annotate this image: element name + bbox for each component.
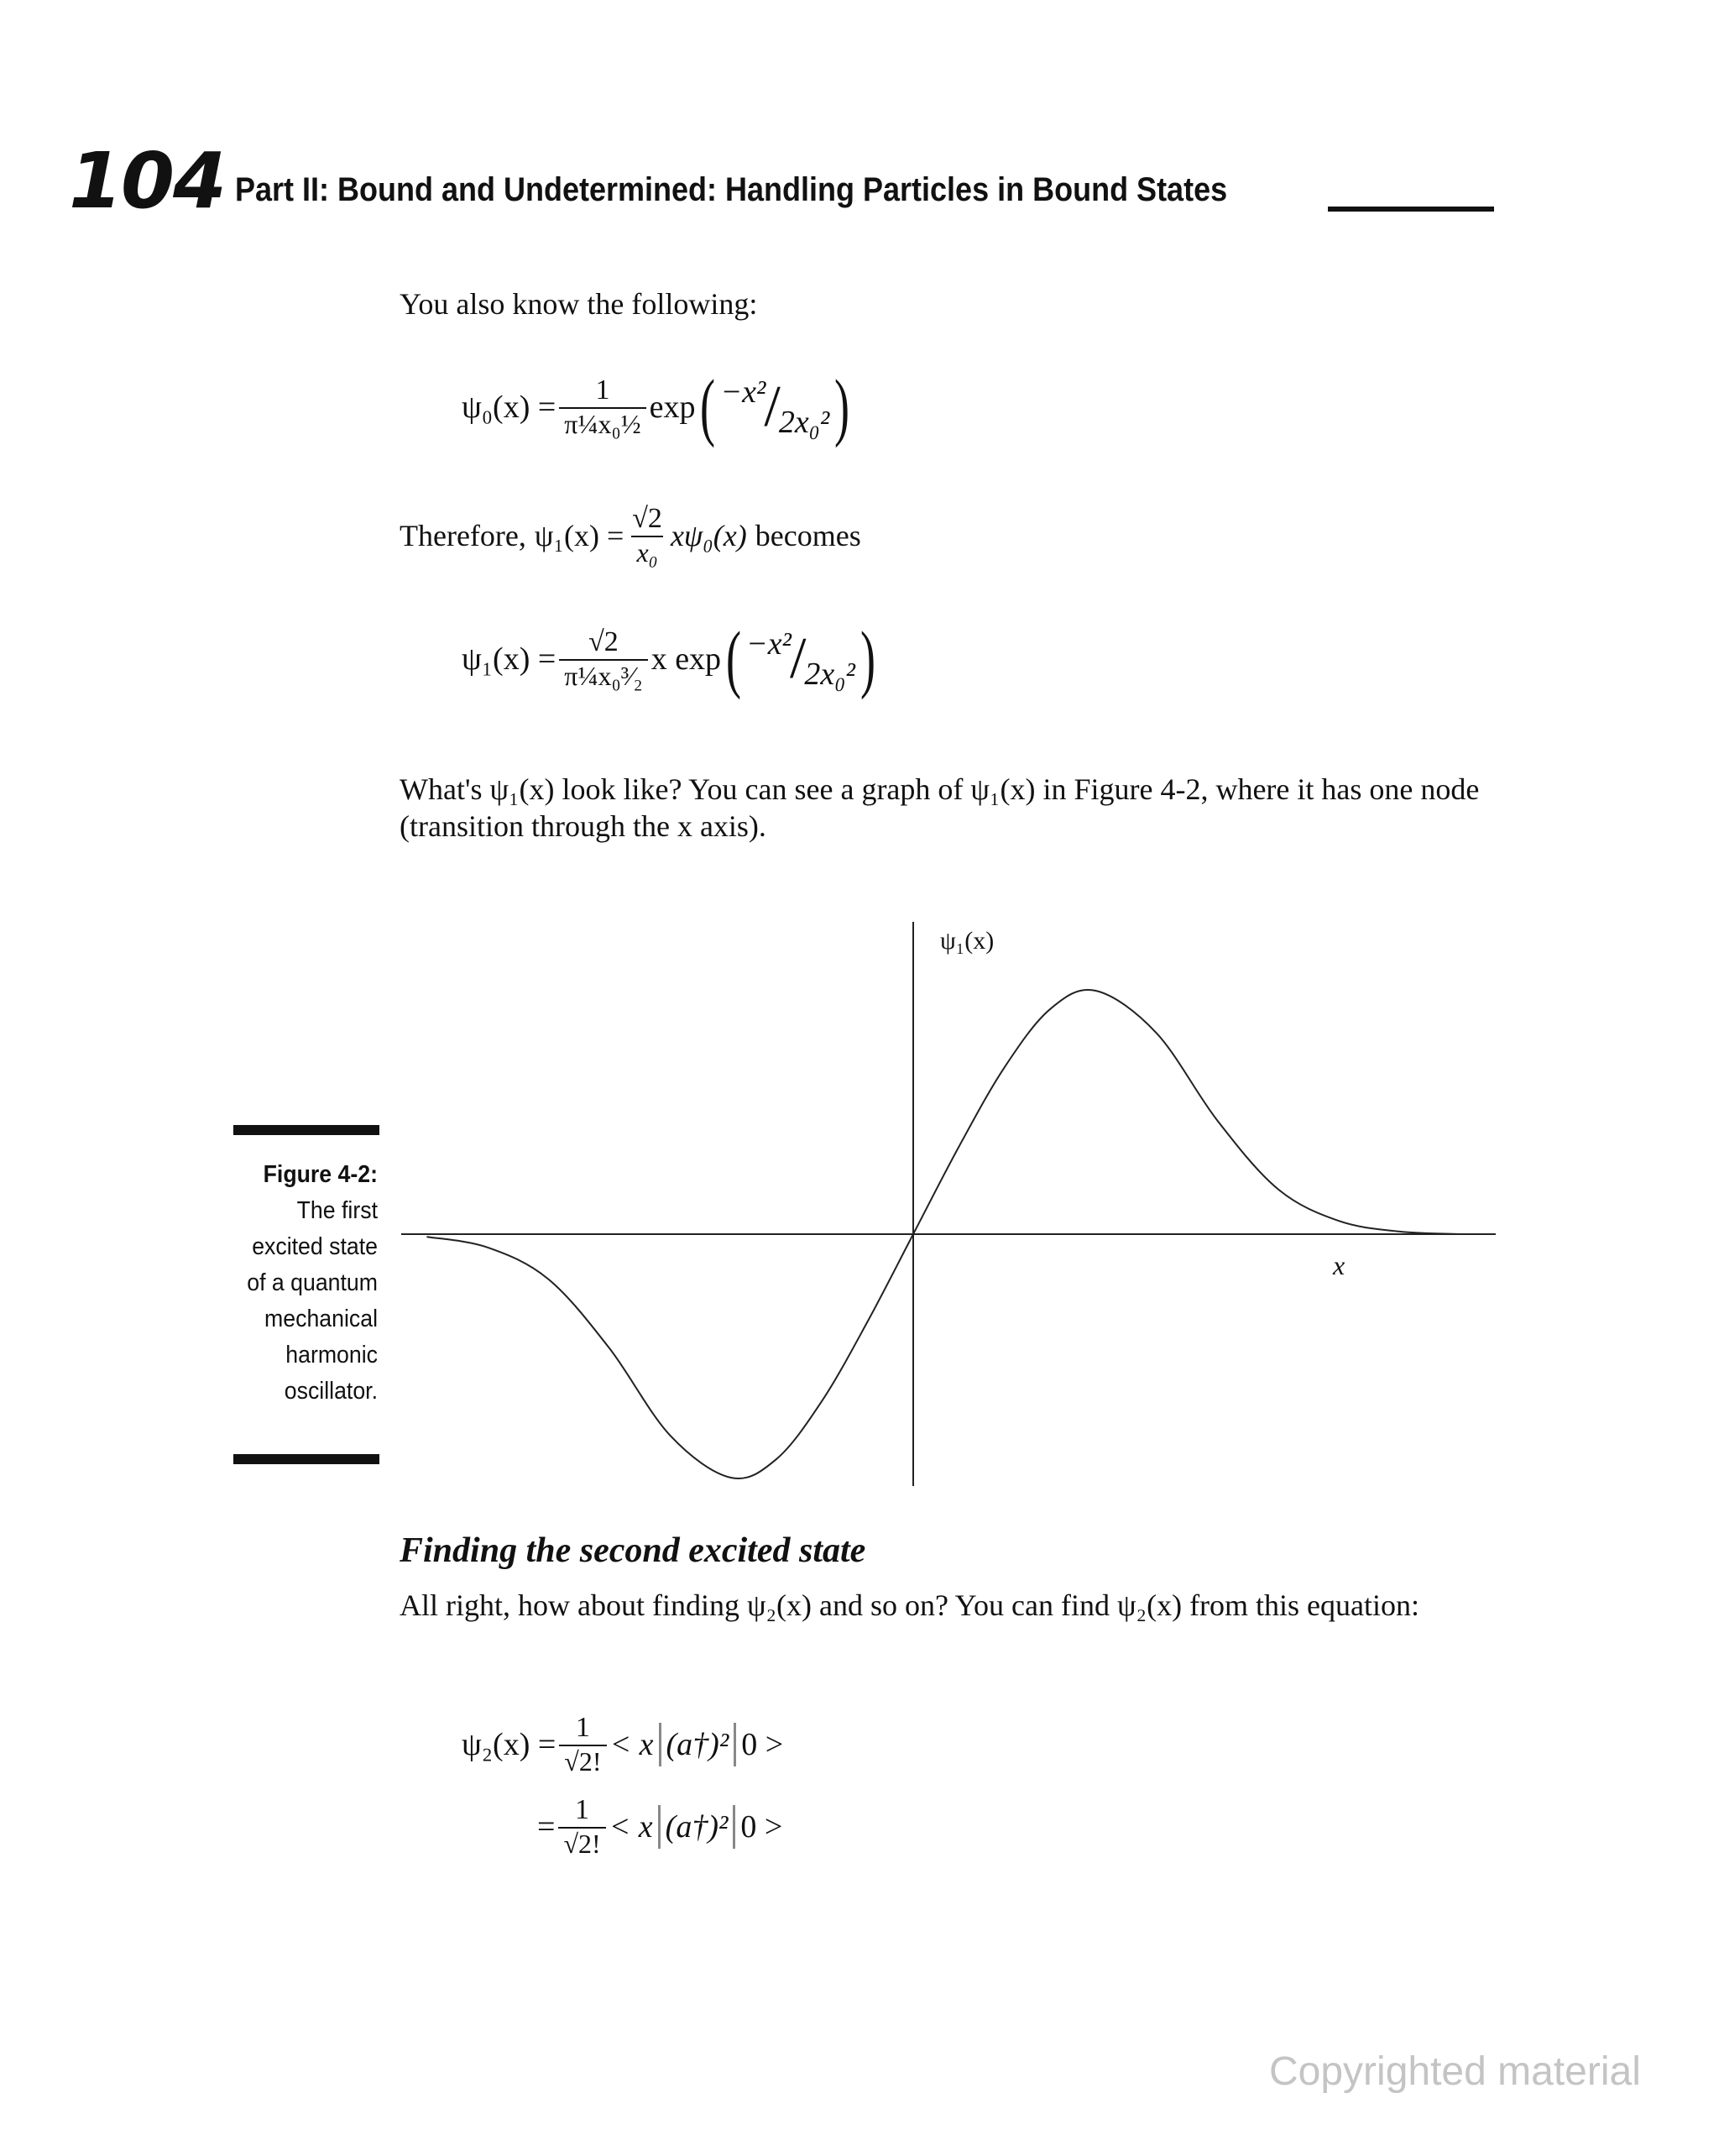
psi1-equation xyxy=(462,617,880,700)
exp-label: exp xyxy=(649,390,696,425)
sqrt2-over-x0 xyxy=(627,504,667,567)
figure-intro-paragraph: What's ψ₁(x) look like? You can see a graph of ψ₁(x) in Figure 4-2, where it has one node (transition through the x axis). xyxy=(400,772,1480,843)
x-exp: x exp xyxy=(651,641,722,677)
therefore-line xyxy=(400,504,861,567)
psi0-denominator: π¼x₀½ xyxy=(559,407,645,439)
psi1-numerator: √2 xyxy=(588,626,619,658)
figure-caption-text: The first excited state of a quantum mechanical harmonic oscillator. xyxy=(247,1197,378,1405)
psi0-numerator: 1 xyxy=(595,374,610,406)
equals-sign: = xyxy=(537,1808,556,1845)
bra-bar xyxy=(658,1805,661,1849)
fraction-numerator: 1 xyxy=(575,1712,590,1743)
psi1-short-lhs: ψ₁(x) = xyxy=(534,518,624,552)
psi1-lhs: ψ₁(x) = xyxy=(462,641,556,677)
therefore-word: Therefore, xyxy=(400,518,526,552)
ket-zero: 0 > xyxy=(741,1726,784,1762)
right-paren: ) xyxy=(860,617,875,700)
one-over-sqrt2fact xyxy=(558,1795,605,1858)
sqrt2-numerator: √2 xyxy=(632,503,662,534)
exponent-denominator: 2x₀² xyxy=(778,405,830,440)
psi2-equation-line2 xyxy=(537,1795,782,1858)
header-rule xyxy=(1328,207,1494,212)
becomes-word: becomes xyxy=(755,518,861,552)
running-head: Part II: Bound and Undetermined: Handling Particles in Bound States xyxy=(235,171,1228,208)
ket-bar xyxy=(733,1805,735,1849)
raising-operator-squared: (a†)² xyxy=(665,1808,729,1845)
exponent-fraction xyxy=(720,374,829,441)
fraction-denominator: √2! xyxy=(558,1827,605,1859)
psi1-fraction xyxy=(559,627,647,690)
x-axis-label: x xyxy=(1333,1250,1345,1280)
page-number: 104 xyxy=(69,136,226,226)
right-paren: ) xyxy=(834,365,850,448)
bra-x: < x xyxy=(609,1726,654,1762)
psi2-equation-line1 xyxy=(462,1713,783,1776)
fraction-slash: / xyxy=(764,374,781,439)
fraction-denominator: √2! xyxy=(559,1745,606,1777)
figure-label: Figure 4-2: xyxy=(263,1161,378,1188)
caption-rule-bottom xyxy=(233,1454,379,1464)
section-heading: Finding the second excited state xyxy=(400,1531,866,1570)
psi0-fraction xyxy=(559,375,645,438)
caption-rule-top xyxy=(233,1125,379,1135)
bra-bar xyxy=(659,1723,661,1766)
raising-operator-squared: (a†)² xyxy=(666,1726,729,1762)
exponent-numerator: −x² xyxy=(720,374,766,410)
psi1-denominator: π¼x₀³⁄₂ xyxy=(559,659,647,691)
exponent-numerator: −x² xyxy=(746,626,792,662)
left-paren: ( xyxy=(726,617,742,700)
intro-paragraph: You also know the following: xyxy=(400,287,758,321)
exponent-denominator: 2x₀² xyxy=(804,657,855,692)
ket-bar xyxy=(734,1723,736,1766)
copyright-watermark: Copyrighted material xyxy=(1269,2049,1641,2094)
ket-zero: 0 > xyxy=(740,1808,783,1845)
x0-denominator: x₀ xyxy=(631,536,662,568)
fraction-slash: / xyxy=(789,626,807,691)
one-over-sqrt2fact xyxy=(559,1713,606,1776)
psi2-lhs: ψ₂(x) = xyxy=(462,1726,556,1762)
figure-caption xyxy=(238,1157,378,1410)
psi0-lhs: ψ₀(x) = xyxy=(462,390,556,425)
x-psi0: xψ₀(x) xyxy=(670,518,747,552)
wavefunction-plot xyxy=(394,898,1502,1486)
exponent-fraction xyxy=(746,625,855,693)
left-paren: ( xyxy=(700,365,716,448)
fraction-numerator: 1 xyxy=(575,1794,590,1825)
bra-x: < x xyxy=(609,1808,653,1845)
psi0-equation xyxy=(462,365,854,448)
y-axis-label: ψ₁(x) xyxy=(940,927,995,955)
section-paragraph: All right, how about finding ψ₂(x) and so on? You can find ψ₂(x) from this equation: xyxy=(400,1588,1420,1622)
